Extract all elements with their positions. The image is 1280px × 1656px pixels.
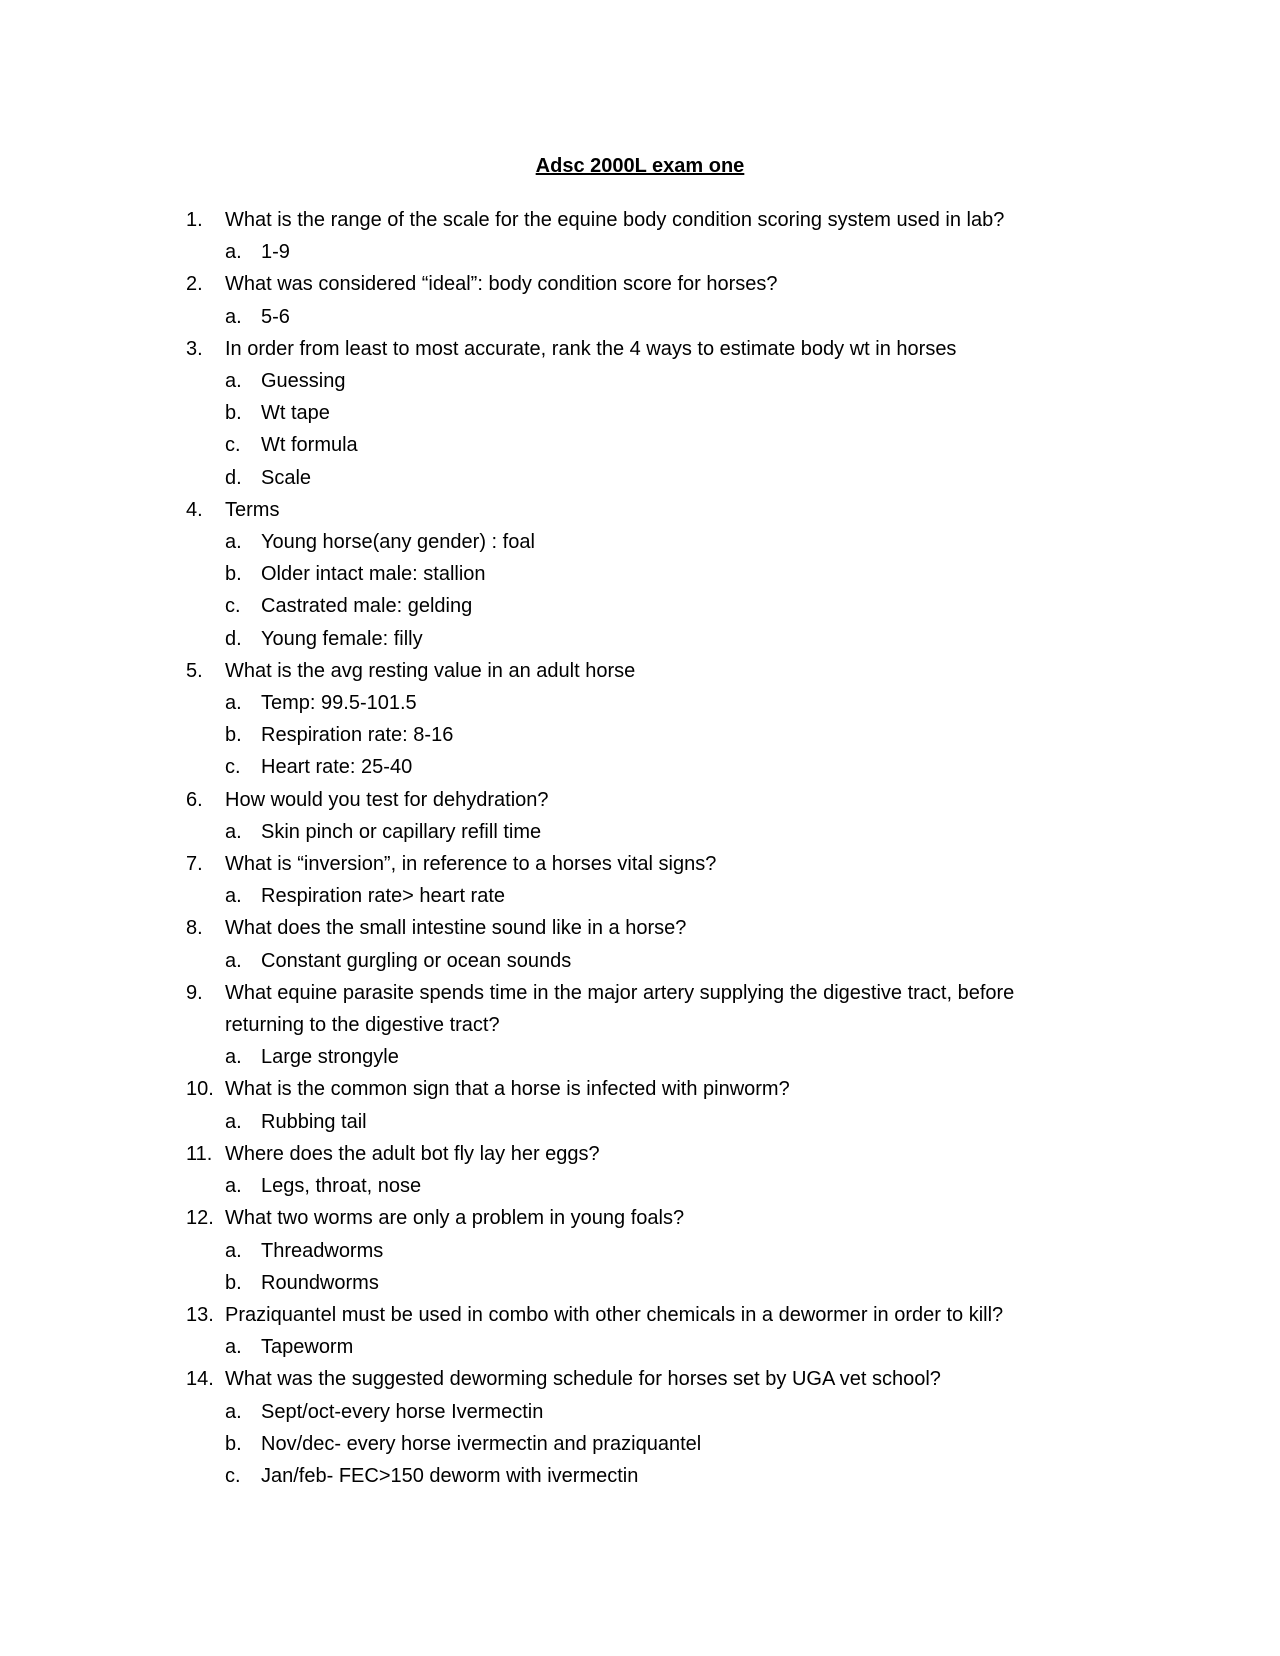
answer-list xyxy=(186,945,1086,977)
question-item xyxy=(186,1202,1086,1234)
answer-letter: a. xyxy=(225,531,242,554)
question-text: What is the avg resting value in an adult horse xyxy=(225,659,636,682)
answer-text: 5-6 xyxy=(261,305,290,328)
answer-letter: c. xyxy=(225,595,241,618)
answer-text: Legs, throat, nose xyxy=(261,1175,422,1198)
question-text: Where does the adult bot fly lay her eggs? xyxy=(225,1142,600,1165)
answer-item xyxy=(186,1267,1086,1299)
answer-item xyxy=(186,1331,1086,1363)
answer-item xyxy=(186,880,1086,912)
answer-text: Constant gurgling or ocean sounds xyxy=(261,949,572,972)
answer-list xyxy=(186,687,1086,784)
question-number: 13. xyxy=(186,1303,214,1326)
question-number: 6. xyxy=(186,788,203,811)
answer-text: Large strongyle xyxy=(261,1046,399,1069)
question-item xyxy=(186,848,1086,880)
answer-text: Respiration rate: 8-16 xyxy=(261,724,454,747)
answer-letter: a. xyxy=(225,1336,242,1359)
question-text: What was the suggested deworming schedule for horses set by UGA vet school? xyxy=(225,1368,941,1391)
answer-letter: b. xyxy=(225,724,242,747)
question-number: 5. xyxy=(186,659,203,682)
answer-item xyxy=(186,590,1086,622)
answer-list xyxy=(186,1235,1086,1299)
question-text: What two worms are only a problem in young foals? xyxy=(225,1207,685,1230)
answer-text: Rubbing tail xyxy=(261,1110,367,1133)
question-item xyxy=(186,977,1086,1041)
question-text: What is “inversion”, in reference to a horses vital signs? xyxy=(225,853,717,876)
question-text: In order from least to most accurate, rank the 4 ways to estimate body wt in horses xyxy=(225,337,957,360)
answer-text: Threadworms xyxy=(261,1239,384,1262)
question-text: What is the range of the scale for the equine body condition scoring system used in lab? xyxy=(225,209,1005,231)
answer-list xyxy=(186,880,1086,912)
question-item xyxy=(186,912,1086,944)
answer-text: Respiration rate> heart rate xyxy=(261,885,506,908)
answer-letter: c. xyxy=(225,1464,241,1487)
question-number: 7. xyxy=(186,853,203,876)
answer-item xyxy=(186,945,1086,977)
question-text: What equine parasite spends time in the major artery supplying the digestive tract, before returning to the digestive tract? xyxy=(225,981,1015,1037)
question-item xyxy=(186,204,1086,236)
answer-list xyxy=(186,236,1086,268)
answer-letter: a. xyxy=(225,692,242,715)
answer-item xyxy=(186,751,1086,783)
answer-text: Wt tape xyxy=(261,402,330,425)
answer-item xyxy=(186,1460,1086,1492)
question-item xyxy=(186,1299,1086,1331)
question-item xyxy=(186,1138,1086,1170)
answer-letter: c. xyxy=(225,756,241,779)
answer-letter: b. xyxy=(225,1432,242,1455)
answer-text: Older intact male: stallion xyxy=(261,563,486,586)
answer-item xyxy=(186,1106,1086,1138)
question-text: What is the common sign that a horse is infected with pinworm? xyxy=(225,1078,790,1101)
answer-text: Temp: 99.5-101.5 xyxy=(261,692,417,715)
answer-letter: a. xyxy=(225,949,242,972)
answer-list xyxy=(186,1396,1086,1493)
answer-list xyxy=(186,365,1086,494)
question-item xyxy=(186,784,1086,816)
question-item xyxy=(186,655,1086,687)
answer-letter: a. xyxy=(225,1175,242,1198)
answer-letter: a. xyxy=(225,241,242,264)
question-text: Praziquantel must be used in combo with other chemicals in a dewormer in order to kill? xyxy=(225,1303,1004,1326)
question-number: 8. xyxy=(186,917,203,940)
answer-item xyxy=(186,687,1086,719)
answer-text: Sept/oct-every horse Ivermectin xyxy=(261,1400,544,1423)
answer-list xyxy=(186,526,1086,655)
question-item xyxy=(186,1363,1086,1395)
answer-letter: b. xyxy=(225,402,242,425)
answer-list xyxy=(186,1170,1086,1202)
question-text: What does the small intestine sound like in a horse? xyxy=(225,917,687,940)
question-number: 10. xyxy=(186,1078,214,1101)
answer-letter: a. xyxy=(225,820,242,843)
question-item xyxy=(186,494,1086,526)
answer-item xyxy=(186,719,1086,751)
question-item xyxy=(186,333,1086,365)
answer-list xyxy=(186,301,1086,333)
answer-item xyxy=(186,301,1086,333)
answer-letter: c. xyxy=(225,434,241,457)
question-number: 14. xyxy=(186,1368,214,1391)
document-title: Adsc 2000L exam one xyxy=(535,155,745,177)
question-item xyxy=(186,1073,1086,1105)
answer-letter: a. xyxy=(225,305,242,328)
answer-item xyxy=(186,1428,1086,1460)
answer-item xyxy=(186,816,1086,848)
question-number: 11. xyxy=(186,1142,213,1165)
answer-text: Heart rate: 25-40 xyxy=(261,756,413,779)
question-list xyxy=(186,204,1086,1492)
question-number: 1. xyxy=(186,209,203,231)
answer-letter: a. xyxy=(225,1046,242,1069)
question-number: 4. xyxy=(186,498,203,521)
answer-letter: d. xyxy=(225,466,242,489)
answer-item xyxy=(186,558,1086,590)
answer-letter: a. xyxy=(225,1239,242,1262)
answer-text: Wt formula xyxy=(261,434,358,457)
answer-item xyxy=(186,1041,1086,1073)
answer-letter: d. xyxy=(225,627,242,650)
answer-list xyxy=(186,1106,1086,1138)
answer-item xyxy=(186,365,1086,397)
answer-item xyxy=(186,429,1086,461)
answer-text: Young female: filly xyxy=(261,627,423,650)
question-number: 2. xyxy=(186,273,203,296)
answer-text: Jan/feb- FEC>150 deworm with ivermectin xyxy=(261,1464,639,1487)
question-item xyxy=(186,268,1086,300)
answer-text: 1-9 xyxy=(261,241,290,264)
question-text: Terms xyxy=(225,498,280,521)
answer-item xyxy=(186,236,1086,268)
question-number: 12. xyxy=(186,1207,214,1230)
answer-text: Roundworms xyxy=(261,1271,379,1294)
answer-letter: a. xyxy=(225,1400,242,1423)
answer-letter: a. xyxy=(225,370,242,393)
answer-text: Tapeworm xyxy=(261,1336,354,1359)
answer-item xyxy=(186,623,1086,655)
answer-list xyxy=(186,816,1086,848)
answer-item xyxy=(186,462,1086,494)
answer-text: Young horse(any gender) : foal xyxy=(261,531,535,554)
answer-text: Scale xyxy=(261,466,312,489)
answer-item xyxy=(186,1170,1086,1202)
answer-item xyxy=(186,526,1086,558)
question-number: 3. xyxy=(186,337,203,360)
answer-letter: b. xyxy=(225,563,242,586)
answer-text: Guessing xyxy=(261,370,346,393)
answer-letter: b. xyxy=(225,1271,242,1294)
answer-text: Skin pinch or capillary refill time xyxy=(261,820,542,843)
question-text: How would you test for dehydration? xyxy=(225,788,549,811)
answer-text: Castrated male: gelding xyxy=(261,595,473,618)
answer-letter: a. xyxy=(225,1110,242,1133)
answer-item xyxy=(186,1235,1086,1267)
answer-text: Nov/dec- every horse ivermectin and praziquantel xyxy=(261,1432,702,1455)
question-text: What was considered “ideal”: body condition score for horses? xyxy=(225,273,778,296)
answer-item xyxy=(186,1396,1086,1428)
question-number: 9. xyxy=(186,981,203,1004)
answer-list xyxy=(186,1041,1086,1073)
answer-item xyxy=(186,397,1086,429)
answer-list xyxy=(186,1331,1086,1363)
answer-letter: a. xyxy=(225,885,242,908)
